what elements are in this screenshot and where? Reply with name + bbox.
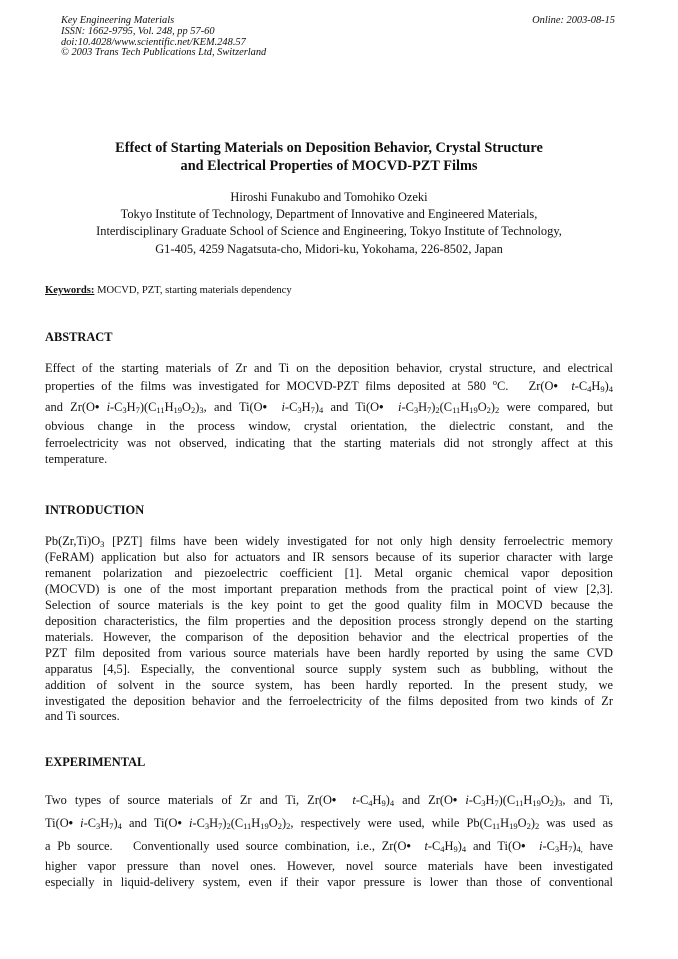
abstract-heading: ABSTRACT <box>45 330 113 344</box>
experimental-body <box>45 789 613 890</box>
body-line: and Zr(O• $i-C_3H_7)(C_{11}H_{19}O_2)_3$, and Ti(O• $i-C_3H_7)_4$ and Ti(O• $i-C_3H_7)_2(C_{11}H_{19}O_2)_2$ were compared, but <box>45 400 613 416</box>
body-line: $Pb(Zr,Ti)O_3$ [PZT] films have been widely investigated for not only high density ferroelectric memory <box>45 534 613 549</box>
introduction-body <box>45 534 613 725</box>
doi-line: doi:10.4028/www.scientific.net/KEM.248.57 <box>61 36 246 48</box>
body-line: (FeRAM) application but also for actuators and IR sensors because of its superior character with large <box>45 549 613 564</box>
body-line: addition of solvent in the source system, has been hardly reported. In the present study, we <box>45 677 613 692</box>
body-line: Effect of the starting materials of Zr and Ti on the deposition behavior, crystal structure, and electrical <box>45 361 613 375</box>
body-line: ferroelectricity was not observed, indicating that the starting materials did not strongly affect at this <box>45 435 613 450</box>
issn-line: ISSN: 1662-9795, Vol. 248, pp 57-60 <box>61 25 215 37</box>
abstract-body <box>45 360 613 468</box>
body-line: remanent polarization and piezoelectric coefficient [1]. Metal organic chemical vapor deposition <box>45 565 613 580</box>
author-names: Hiroshi Funakubo and Tomohiko Ozeki <box>230 190 428 204</box>
body-line: deposition characteristics, the film properties and the deposition process strongly depend on the starting <box>45 613 613 628</box>
online-date: Online: 2003-08-15 <box>532 15 615 26</box>
keywords-text: MOCVD, PZT, starting materials dependency <box>94 285 292 296</box>
body-line: Ti(O• $i-C_3H_7)_4$ and Ti(O• $i-C_3H_7)_2(C_{11}H_{19}O_2)_2$, respectively were used, while $Pb(C_{11}H_{19}O_2)_2$ was used as <box>45 816 613 831</box>
body-line: PZT film deposited from various source materials have been hardly reported by using the same CVD <box>45 645 613 660</box>
body-line: properties of the films was investigated for MOCVD-PZT films deposited at 580 $^o$C. Zr(O• $t-C_4H_9)_4$ <box>45 377 613 395</box>
copyright-line: © 2003 Trans Tech Publications Ltd, Switzerland <box>61 47 267 59</box>
paper-title <box>40 139 618 175</box>
affiliation-line: G1-405, 4259 Nagatsuta-cho, Midori-ku, Yokohama, 226-8502, Japan <box>155 241 503 256</box>
body-line: higher vapor pressure than novel ones. However, novel source materials have been investigated <box>45 859 613 873</box>
body-line: materials. However, the comparison of the deposition behavior and the electrical properties of the <box>45 629 613 644</box>
affiliation-line: Tokyo Institute of Technology, Department of Innovative and Engineered Materials, <box>120 207 538 222</box>
body-line: apparatus [4,5]. Especially, the conventional source supply system such as bubbling, without the <box>45 661 613 676</box>
journal-name: Key Engineering Materials <box>61 15 175 26</box>
body-line: a Pb source. Conventionally used source combination, i.e., Zr(O• $t-C_4H_9)_4$ and Ti(O• $i-C_3H_7)_{4,}$ have <box>45 839 614 854</box>
journal-header <box>61 16 266 59</box>
body-line: temperature. <box>45 452 108 467</box>
author-block <box>40 189 618 258</box>
title-line: and Electrical Properties of MOCVD-PZT Films <box>180 158 478 174</box>
body-line: and Ti sources. <box>45 709 120 724</box>
keywords-label: Keywords: <box>45 285 95 296</box>
body-line: Selection of source materials is the key point to get the good quality film in MOCVD because the <box>45 597 613 612</box>
keywords <box>45 285 292 296</box>
body-line: obvious change in the process window, crystal orientation, the dielectric constant, and the <box>45 419 613 434</box>
body-line: Two types of source materials of Zr and Ti, Zr(O• $t-C_4H_9)_4$ and Zr(O• $i-C_3H_7)(C_{11}H_{19}O_2)_3$, and Ti, <box>45 793 613 808</box>
body-line: investigated the deposition behavior and the ferroelectricity of the films deposited from two kinds of Zr <box>45 693 613 708</box>
body-line: especially in liquid-delivery system, even if their vapor pressure is lower than those of conventional <box>45 875 613 889</box>
body-line: (MOCVD) is one of the most important preparation methods from the practical point of view [2,3]. <box>45 581 613 596</box>
introduction-heading: INTRODUCTION <box>45 503 145 517</box>
affiliation-line: Interdisciplinary Graduate School of Science and Engineering, Tokyo Institute of Technology, <box>96 224 562 239</box>
title-line: Effect of Starting Materials on Deposition Behavior, Crystal Structure <box>115 140 543 156</box>
experimental-heading: EXPERIMENTAL <box>45 755 146 769</box>
